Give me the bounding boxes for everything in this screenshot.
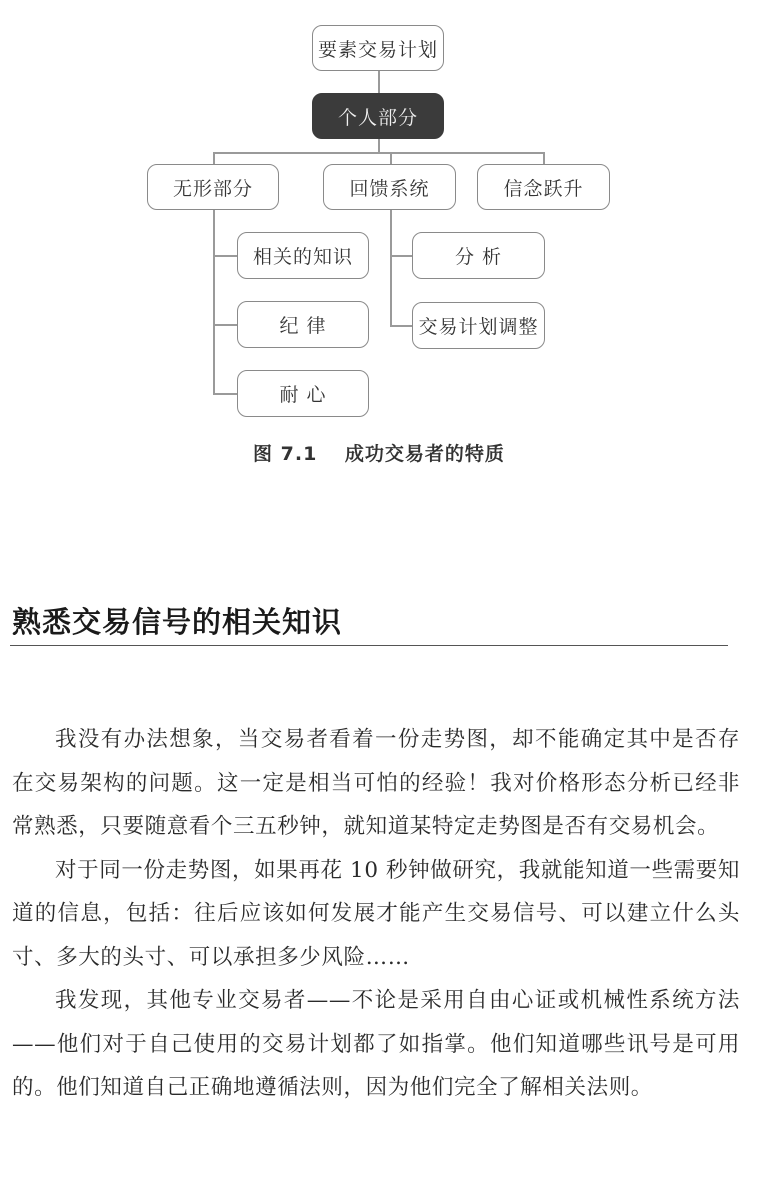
paragraph: 我发现，其他专业交易者——不论是采用自由心证或机械性系统方法——他们对于自己使用的交易计划都了如指掌。他们知道哪些讯号是可用的。他们知道自己正确地遵循法则，因为他们完全了解相关法则。 xyxy=(12,988,740,1100)
node-knowledge: 相关的知识 xyxy=(237,232,369,279)
connector-to-analysis xyxy=(390,255,412,257)
figure-caption: 图 7.1 成功交易者的特质 xyxy=(253,443,505,465)
trader-traits-diagram xyxy=(0,0,758,440)
paragraph: 对于同一份走势图，如果再花 10 秒钟做研究，我就能知道一些需要知道的信息，包括：往后应该如何发展才能产生交易信号、可以建立什么头寸、多大的头寸、可以承担多少风险…… xyxy=(12,857,740,970)
connector-personal-down xyxy=(378,139,380,153)
connector-feedback-vertical xyxy=(390,210,392,326)
section-title: 熟悉交易信号的相关知识 xyxy=(12,605,343,639)
node-intangible: 无形部分 xyxy=(147,164,279,210)
connector-to-patience xyxy=(213,393,237,395)
connector-to-adjust xyxy=(390,325,412,327)
node-root: 要素交易计划 xyxy=(312,25,444,71)
node-patience: 耐 心 xyxy=(237,370,369,417)
body-text xyxy=(12,718,740,1110)
node-adjust: 交易计划调整 xyxy=(412,302,545,349)
connector-to-feedback xyxy=(390,152,392,164)
title-underline xyxy=(10,645,728,646)
connector-to-discipline xyxy=(213,324,237,326)
connector-intangible-vertical xyxy=(213,210,215,394)
node-feedback: 回馈系统 xyxy=(323,164,456,210)
node-analysis: 分 析 xyxy=(412,232,545,279)
node-discipline: 纪 律 xyxy=(237,301,369,348)
connector-to-knowledge xyxy=(213,255,237,257)
connector-to-belief xyxy=(543,152,545,164)
node-belief: 信念跃升 xyxy=(477,164,610,210)
node-personal: 个人部分 xyxy=(312,93,444,139)
connector-root-personal xyxy=(378,71,380,93)
connector-to-intangible xyxy=(213,152,215,164)
paragraph: 我没有办法想象，当交易者看着一份走势图，却不能确定其中是否存在交易架构的问题。这一定是相当可怕的经验！我对价格形态分析已经非常熟悉，只要随意看个三五秒钟，就知道某特定走势图是否有交易机会。 xyxy=(12,727,740,839)
connector-branch-horizontal xyxy=(213,152,544,154)
